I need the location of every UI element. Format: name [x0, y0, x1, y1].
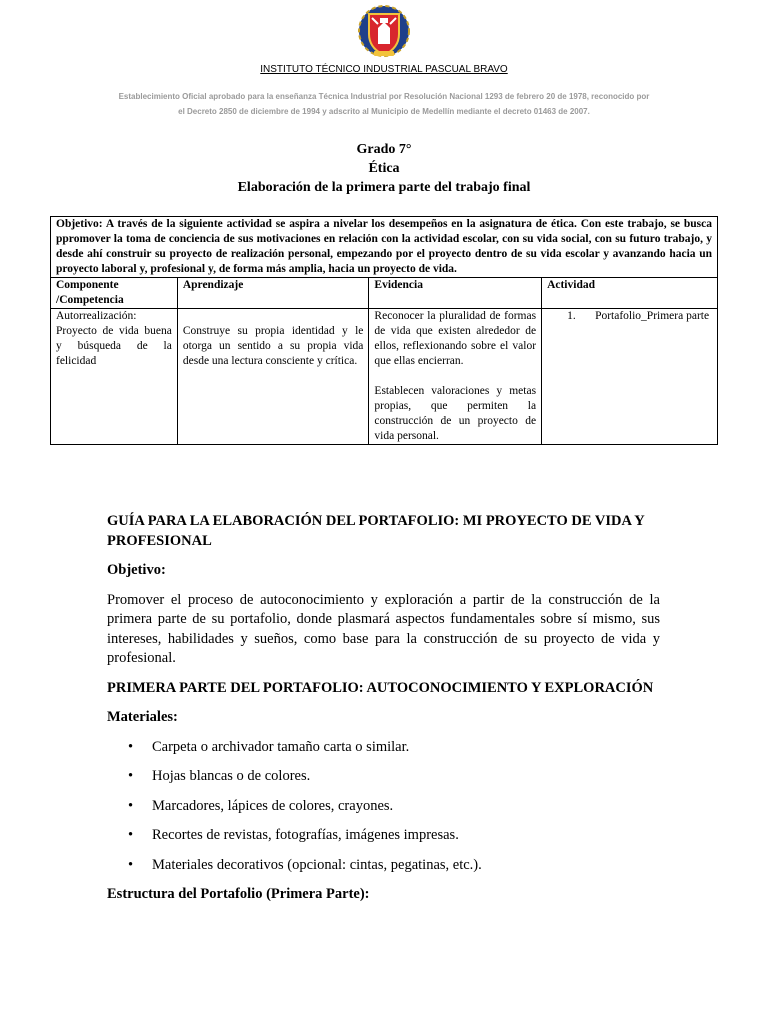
activity-table [50, 216, 718, 445]
aprendizaje-cell [177, 309, 369, 445]
subject-title: Ética [368, 161, 400, 176]
grade-title: Grado 7° [356, 142, 412, 157]
componente-text: Proyecto de vida buena y búsqueda de la felicidad [56, 325, 172, 367]
evidencia-cell [369, 309, 542, 445]
description-line: el Decreto 2850 de diciembre de 1994 y adscrito al Municipio de Medellín mediante el decreto 01463 de 2007. [178, 107, 590, 116]
guide-section [107, 512, 660, 915]
evidencia-text-1: Reconocer la pluralidad de formas de vida que existen alrededor de ellos, reflexionando sobre el valor que ellas encierran. [374, 310, 537, 367]
material-text: Recortes de revistas, fotografías, imágenes impresas. [152, 827, 459, 843]
assignment-title: Elaboración de la primera parte del trabajo final [237, 180, 531, 195]
document-titles [0, 140, 768, 197]
header-componente: Componente /Competencia [51, 278, 178, 309]
list-item [107, 856, 660, 876]
actividad-cell [542, 309, 718, 445]
list-number: 1. [567, 310, 576, 322]
aprendizaje-text: Construye su propia identidad y le otorga un sentido a su propia vida desde una lectura consciente y crítica. [182, 325, 364, 367]
actividad-list [547, 309, 712, 324]
bullet-icon: • [128, 827, 134, 843]
material-text: Materiales decorativos (opcional: cintas, pegatinas, etc.). [152, 856, 482, 873]
list-item [107, 767, 660, 787]
list-item [547, 309, 712, 324]
objective-cell: Objetivo: A través de la siguiente actividad se aspira a nivelar los desempeños en la asignatura de ética. Con este trabajo, se busca ppromover la toma de conciencia de sus motivaciones en relación con la actividad escolar, con su vida social, con su futuro trabajo, y desde ahí construir su proyecto de realización personal, empezando por el proyecto dentro de su vida escolar y avanzando hacia un proyecto laboral y, profesional y, de forma más amplia, hacia un proyecto de vida. [51, 217, 718, 278]
list-item [107, 797, 660, 817]
bullet-icon: • [128, 856, 134, 873]
header-actividad: Actividad [542, 278, 718, 309]
material-text: Carpeta o archivador tamaño carta o similar. [152, 738, 410, 755]
part-title: PRIMERA PARTE DEL PORTAFOLIO: AUTOCONOCIMIENTO Y EXPLORACIÓN [107, 679, 654, 696]
actividad-text: Portafolio_Primera parte [595, 310, 710, 322]
materials-list [107, 738, 660, 876]
componente-cell [51, 309, 178, 445]
objective-heading: Objetivo: [107, 562, 166, 578]
header-evidencia: Evidencia [369, 278, 542, 309]
institute-shield-logo [356, 4, 412, 60]
bullet-icon: • [128, 738, 134, 755]
table-row [51, 309, 718, 445]
objective-row [51, 217, 718, 278]
list-item [107, 738, 660, 758]
guide-title: GUÍA PARA LA ELABORACIÓN DEL PORTAFOLIO: MI PROYECTO DE VIDA Y PROFESIONAL [107, 513, 645, 549]
structure-heading: Estructura del Portafolio (Primera Parte): [107, 886, 370, 902]
evidencia-text-2: Establecen valoraciones y metas propias, que permiten la construcción de un proyecto de vida personal. [374, 385, 537, 442]
institution-description [100, 89, 668, 119]
header-aprendizaje: Aprendizaje [177, 278, 369, 309]
table-header-row [51, 278, 718, 309]
institution-name: INSTITUTO TÉCNICO INDUSTRIAL PASCUAL BRAVO [260, 64, 508, 75]
material-text: Hojas blancas o de colores. [152, 768, 311, 784]
description-line: Establecimiento Oficial aprobado para la enseñanza Técnica Industrial por Resolución Nacional 1293 de febrero 20 de 1978, reconocido por [118, 92, 650, 101]
material-text: Marcadores, lápices de colores, crayones. [152, 797, 394, 814]
objective-paragraph: Promover el proceso de autoconocimiento y exploración a partir de la construcción de la primera parte de su portafolio, donde plasmará aspectos fundamentales sobre sí mismo, sus intereses, habilidades y sueños, como base para la construcción de su proyecto de vida y profesional. [107, 591, 660, 666]
bullet-icon: • [128, 768, 134, 784]
materials-heading: Materiales: [107, 709, 178, 725]
list-item [107, 826, 660, 846]
componente-label: Autorrealización: [56, 310, 137, 322]
bullet-icon: • [128, 797, 134, 814]
